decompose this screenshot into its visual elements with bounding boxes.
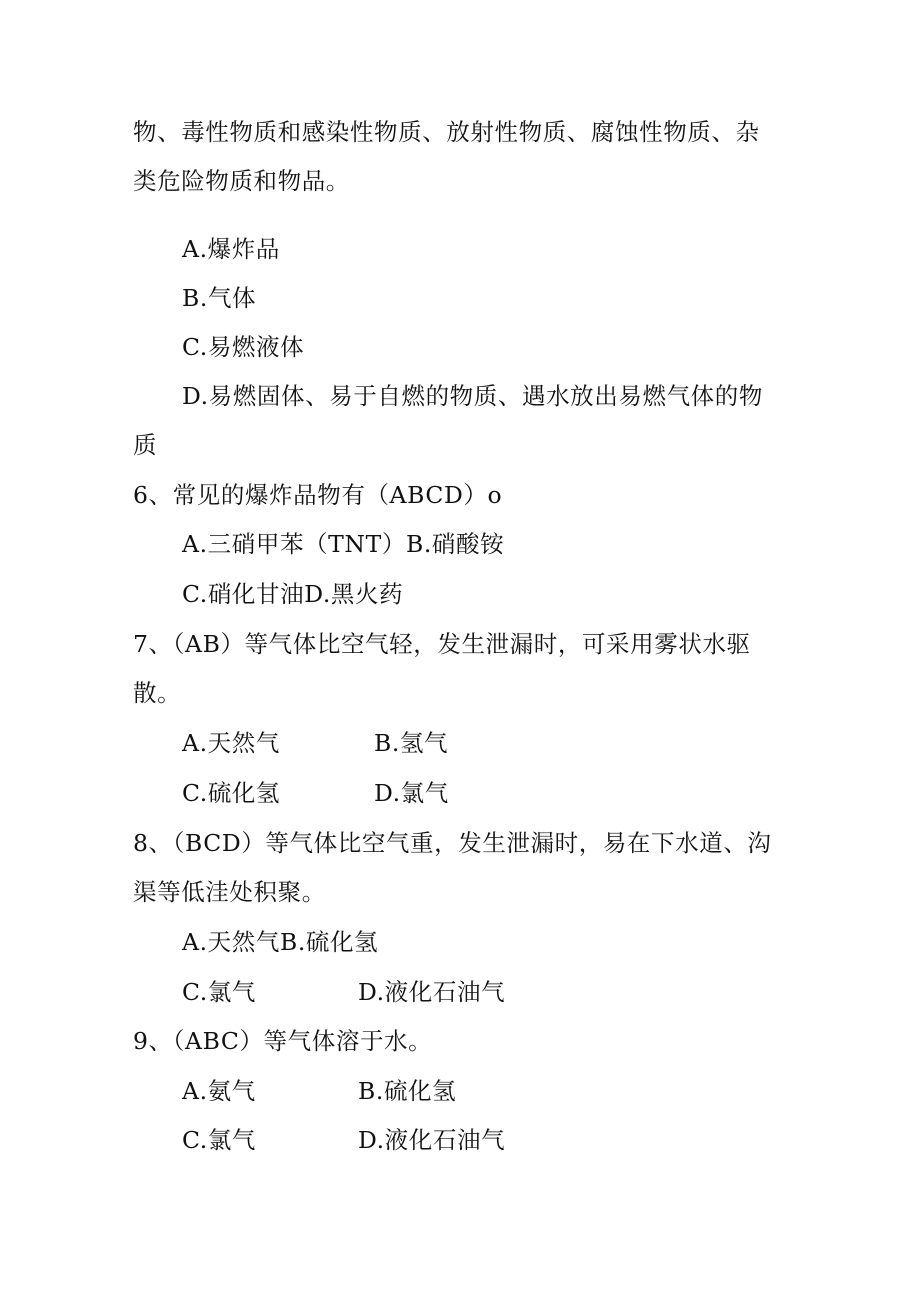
- q7-option-a: A.天然气: [182, 729, 280, 757]
- q6-option-a: A.三硝甲苯（TNT）: [182, 530, 406, 558]
- q6-options-cd: [182, 579, 403, 609]
- q9-option-a: A.氨气: [182, 1077, 256, 1105]
- q6-option-b: B.硝酸铵: [405, 530, 505, 558]
- q7-stem-line-2: 散。: [133, 679, 182, 707]
- q7-stem-line-1: 7、（AB）等气体比空气轻，发生泄漏时，可采用雾状水驱: [133, 630, 751, 658]
- q9-option-b: B.硫化氢: [358, 1077, 457, 1105]
- intro-line-2: 类危险物质和物品。: [133, 167, 350, 195]
- q8-options-ab: [182, 927, 378, 957]
- intro-line-1: 物、毒性物质和感染性物质、放射性物质、腐蚀性物质、杂: [133, 118, 760, 146]
- q7-option-b: B.氢气: [374, 729, 449, 757]
- q8-option-a: A.天然气: [182, 928, 280, 956]
- q5-option-c: C.易燃液体: [182, 333, 305, 361]
- q8-option-d: D.液化石油气: [358, 978, 506, 1006]
- q7-option-d: D.氯气: [374, 779, 449, 807]
- q5-option-b: B.气体: [182, 284, 257, 312]
- q5-option-d-line-2: 质: [133, 431, 158, 459]
- q8-option-b: B.硫化氢: [279, 928, 379, 956]
- q5-option-a: A.爆炸品: [182, 235, 280, 263]
- q5-option-d-line-1: D.易燃固体、易于自燃的物质、遇水放出易燃气体的物: [182, 382, 763, 410]
- q9-stem: 9、（ABC）等气体溶于水。: [133, 1027, 433, 1055]
- q8-stem-line-2: 渠等低洼处积聚。: [133, 878, 326, 906]
- q9-option-d: D.液化石油气: [358, 1126, 506, 1154]
- q6-stem: 6、常见的爆炸品物有（ABCD）o: [133, 481, 503, 509]
- q6-options-ab: [182, 529, 504, 559]
- q6-option-d: D.黑火药: [304, 580, 404, 608]
- q9-option-c: C.氯气: [182, 1126, 257, 1154]
- q7-option-c: C.硫化氢: [182, 779, 281, 807]
- q6-option-c: C.硝化甘油: [182, 580, 305, 608]
- q8-option-c: C.氯气: [182, 978, 257, 1006]
- q8-stem-line-1: 8、（BCD）等气体比空气重，发生泄漏时，易在下水道、沟: [133, 829, 772, 857]
